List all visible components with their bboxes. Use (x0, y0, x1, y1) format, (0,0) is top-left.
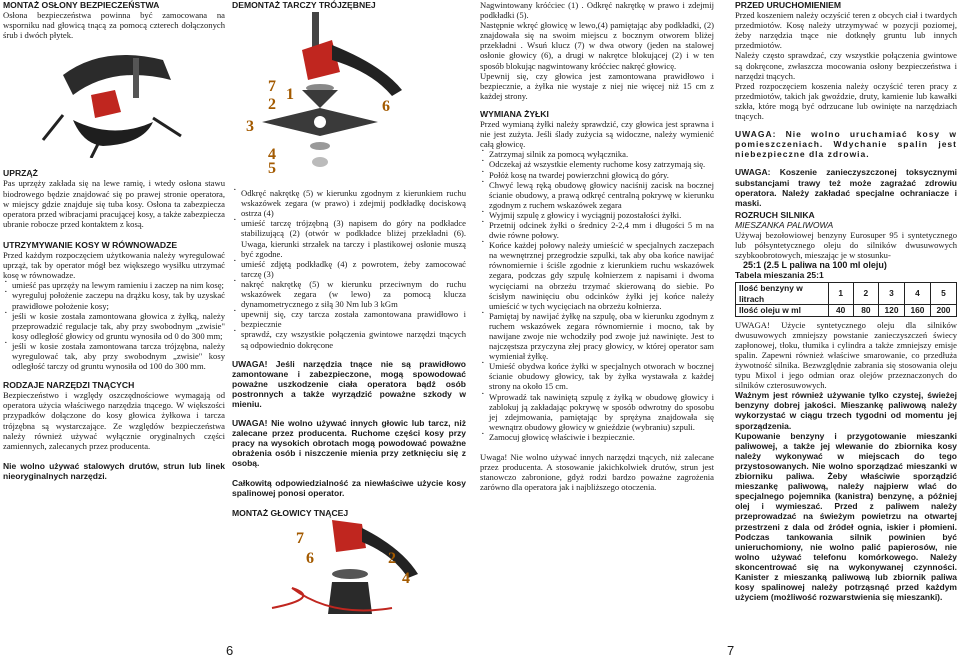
list-item: · upewnij się, czy tarcza została zamontowana prawidłowo i bezpiecznie (241, 309, 466, 329)
list-item: · Odczekaj aż wszystkie elementy ruchome kosy zatrzymają się. (489, 159, 714, 169)
heading-montaz-glowicy: MONTAŻ GŁOWICY TNĄCEJ (232, 507, 349, 518)
warning-other-heads: UWAGA! Nie wolno używać innych głowic lub tarcz, niż zalecane przez producenta. Ruchome części kosy przy pracy na wysokich obrotach mogą powodować poważne obrażenia osób i niszczenie mienia przy zetknięciu się z osobą. (232, 418, 466, 469)
column-1 (3, 0, 225, 481)
paragraph-montaz-oslony: Osłona bezpieczeństwa powinna być zamocowana na wsporniku nad głowicą tnącą za pomocą czterech dołączonych śrub i dwóch płytek. (3, 10, 225, 41)
list-item: · Zamocuj głowicę właściwie i bezpiecznie. (489, 432, 714, 442)
callout-label: 2 (388, 549, 396, 567)
list-item: · Przetnij odcinek żyłki o średnicy 2-2,4 mm i długości 5 m na dwie równe połowy. (489, 220, 714, 240)
table-cell: 160 (904, 304, 930, 316)
list-item: · Odkręć nakrętkę (5) w kierunku zgodnym z kierunkiem ruchu wskazówek zegara (w prawo) i zdejmij podkładkę dociskową ostrza (4) (241, 188, 466, 218)
paragraph-fuel-handling: Kupowanie benzyny i przygotowanie mieszanki paliwowej, a także jej wlewanie do zbiornika kosy należy wykonywać w miejscach do tego przystosowanych. Nie wolno sporządzać mieszanki w zbiorniku paliwa. Żeby właściwie sporządzić mieszankę paliwową, należy najpierw wlać do specjalnego pojemnika (kanistra) benzynę, a później olej i wymieszać. Przed z paliwem należy przeprowadzać na świeżym powietrzu na otwartej przestrzeni z dala od źródeł ognia, iskier i płomieni. Podczas tankowania silnik powinien być unieruchomiony, nie wolno palić papierosów, nie wolno używać telefonu komórkowego. Należy skoncentrować się na wykonywanej czynności. Kanister z mieszanką paliwową lub zbiornik paliwa kosy spalinowej należy potrząsnąć przed każdym użyciem (możliwość rozwarstwienia się mieszanki). (735, 430, 957, 603)
warning-wires: Nie wolno używać stalowych drutów, strun lub linek nieoryginalnych narzędzi. (3, 460, 225, 481)
table-cell: 80 (853, 304, 878, 316)
paragraph-uprzaz: Pas uprzęży zakłada się na lewe ramię, i wtedy osłona stawu biodrowego będzie znajdować się po prawej stronie operatora, w miejscy gdzie znajduje się tuba kosy. Osłona ta zabezpiecza operatora przed wibracjami pracującej kosy, a także zabezpiecza ubranie robocze przed kontaktem z kosą. (3, 178, 225, 229)
table-cell: 2 (853, 283, 878, 304)
paragraph-uruchomienie-1: Przed koszeniem należy oczyścić teren z obcych ciał i twardych przedmiotów. Kosę należy utrzymywać w pozycji poziomej, żeby narzędzia tnące nie dotknęły gruntu lub innych przedmiotów. (735, 10, 957, 51)
paragraph-uruchomienie-2: Należy często sprawdzać, czy wszystkie połączenia gwintowe są dokręcone, zwłaszcza mocowania osłony bezpieczeństwa i narzędzi tnących. (735, 50, 957, 81)
callout-label: 4 (268, 146, 276, 164)
warning-indoors: UWAGA: Nie wolno uruchamiać kosy w pomieszczeniach. Wdychanie spalin jest niebezpieczne dla zdrowia. (735, 129, 957, 160)
callout-label: 3 (246, 118, 254, 136)
mix-table (735, 282, 957, 316)
callout-label: 5 (268, 160, 276, 178)
page-number-right: 7 (727, 643, 735, 658)
list-item: · nakręć nakrętkę (5) w kierunku przeciwnym do ruchu wskazówek zegara (w lewo) za pomocą klucza dynamometrycznego z siłą 30 Nm lub 3 kGm (241, 279, 466, 309)
paragraph-utrzymywanie: Przed każdym rozpoczęciem użytkowania należy wyregulować uprząż, tak by operator mógł bez większego wysiłku utrzymać kosę w równowadze. (3, 250, 225, 281)
list-item: · umieść pas uprzęży na lewym ramieniu i zaczep na nim kosę; (12, 280, 225, 290)
paragraph-wymiana: Przed wymianą żyłki należy sprawdzić, czy głowica jest sprawna i nie jest zużyta. Jeśli ślady zużycia są widoczne, należy wymienić całą głowicę. (480, 119, 714, 150)
list-item: · Umieść obydwa końce żyłki w specjalnych otworach w bocznej ścianie obudowy głowicy, tak by żyłka wystawała z każdej strony na około 15 cm. (489, 361, 714, 391)
table-cell: 120 (879, 304, 905, 316)
list-item: · Pamiętaj by nawijać żyłkę na szpulę, oba w kierunku zgodnym z ruchem wskazówek zegara równomiernie i mocno, tak by nawijane zwoje nie wchodziły pod zwoje już nawinięte. Jest to najczęstsza przyczyna złej pracy głowicy, w której operator sam wymieniał żyłkę. (489, 311, 714, 361)
list-item: · jeśli w kosie została zamontowana głowica z żyłką, należy przeprowadzić regulacje tak, aby przy swobodnym „zwisie" kosy odległość głowicy od gruntu wynosiła od 0 do 300 mm; (12, 311, 225, 341)
heading-uruchomienie: PRZED URUCHOMIENIEM (735, 0, 841, 10)
column-3 (480, 0, 714, 492)
callout-label: 4 (402, 569, 410, 587)
heading-montaz-tarczy: DEMONTAŻ TARCZY TRÓJZĘBNEJ (232, 0, 376, 10)
figure-head-assembly (232, 518, 466, 632)
table-row (736, 283, 957, 304)
callout-label: 7 (296, 529, 304, 547)
table-cell: 5 (930, 283, 956, 304)
paragraph-rodzaje: Bezpieczeństwo i względy oszczędnościowe wymagają od operatora użycia właściwego narzędzia tnącego. W większości przypadków dołączone do kosy głowica żyłkowa i tarcza trójzębna są wystarczające. Ze względów bezpieczeństwa należy również używać wyłącznie oryginalnych części zamiennych, zalecanych przez producenta. (3, 390, 225, 451)
mix-ratio: 25:1 (2.5 L paliwa na 100 ml oleju) (743, 260, 887, 271)
heading-montaz-oslony: MONTAŻ OSŁONY BEZPIECZEŃSTWA (3, 0, 160, 10)
heading-rodzaje: RODZAJE NARZĘDZI TNĄCYCH (3, 380, 135, 391)
heading-utrzymywanie: UTRZYMYWANIE KOSY W RÓWNOWADZE (3, 239, 178, 250)
heading-uprzaz: UPRZĄŻ (3, 168, 38, 179)
list-item: · Połóż kosę na twardej powierzchni głowicą do góry. (489, 170, 714, 180)
paragraph-uwaga-olej: UWAGA! Użycie syntetycznego oleju dla silników dwusuwowych zmniejszy powstanie zanieczyszczeń świecy zapłonowej, tłoku, tłumika i cylindra a także zmniejszy emisje spalin. Zapewni również właściwe smarowanie, co przedłuża żywotność silnika. Bezwzględnie zabrania się stosowania oleju typu Mixol i jego odmian oraz olejów przeznaczonych do silników czterosuwowych. (735, 319, 957, 391)
warning-toxic: UWAGA: Koszenie zanieczyszczonej toksycznymi substancjami trawy też może zagrażać zdrowiu operatora. Należy zakładać specjalne ochraniacze i maski. (735, 167, 957, 208)
heading-mieszanka: MIESZANKA PALIWOWA (735, 219, 834, 230)
list-item: · Końce każdej połowy należy umieścić w specjalnych zaczepach na wewnętrznej przegrodzie szpulki, tak aby oba końce nawijać równomiernie i ściśle zgodnie z kierunkiem ruchu wskazówek zegara, podczas gdy szpulę kołnierzem z napisami i dwoma wycięciami na obrzeżu trzymać skierowaną do siebie. Po ścisłym nawinięciu obu odcinków żyłki jej końce należy umieścić w tych wycięciach na obrzeżu kołnierza. (489, 240, 714, 311)
paragraph-head-top: Nagwintowany króćciec (1) . Odkręć nakrętkę w prawo i zdejmij podkładki (5). (480, 0, 714, 21)
list-item: · sprawdź, czy wszystkie połączenia gwintowe narzędzi tnących są odpowiednio dokręcone (241, 329, 466, 349)
list-item: · Wprowadź tak nawiniętą szpulę z żyłką w obudowę głowicy i zablokuj ją zakładając pokrywę w sposób odwrotny do sposobu jej zdejmowania, pamiętając by sprężyna znajdowała się wewnątrz obudowy głowicy w gnieździe (wybraniu) szpuli. (489, 392, 714, 432)
table-title: Tabela mieszania 25:1 (735, 270, 824, 281)
list-item: · Wyjmij szpulę z głowicy i wyciągnij pozostałości żyłki. (489, 210, 714, 220)
list-item: · umieść tarczę trójzębną (3) napisem do góry na podkładce stabilizującą (2) (otwór w podkładce bliżej przekładni (6). Uwaga, kierunki strzałek na tarczy i plastikowej osłonie muszą być zgodne. (241, 218, 466, 258)
list-item: · Zatrzymaj silnik za pomocą wyłącznika. (489, 149, 714, 159)
paragraph-uruchomienie-3: Przed rozpoczęciem koszenia należy oczyścić teren pracy z przedmiotów, takich jak gwoździe, druty, kamienie lub kawałki szkła, które mogą być odrzucane lub owinięte na narzędziach tnących. (735, 80, 957, 122)
list-item: · jeśli w kosie została zamontowana tarcza trójzębna, należy wyregulować tak, aby przy swobodnym „zwisie" kosy odległość tarczy od gruntu wynosiła od 100 do 300 mm. (12, 341, 225, 371)
guard-illustration (3, 40, 225, 158)
table-cell: 4 (904, 283, 930, 304)
table-cell: Ilość benzyny w litrach (736, 283, 829, 304)
table-cell: 1 (828, 283, 853, 304)
heading-rozruch: ROZRUCH SILNIKA (735, 209, 815, 220)
line-replacement-list (480, 149, 714, 442)
callout-label: 2 (268, 96, 276, 114)
paragraph-head-mount: Następnie wkręć głowicę w lewo,(4) pamiętając aby podkładki, (2) znajdowała się na swoim miejscu z bocznym otworem bliżej przekładni . Wsuń klucz (7) w dwa otwory (jeden na stalowej osłonie głowicy (6), a drugi w nakrętce blokującej (2) i w ten sposób blokując nagwintowany króćciec nakręć głowicę. (480, 20, 714, 71)
list-item: · wyreguluj położenie zaczepu na drążku kosy, tak by uzyskać prawidłowe położenie kosy; (12, 290, 225, 310)
callout-label: 1 (286, 86, 294, 104)
table-row (736, 304, 957, 316)
list-item: · umieść zdjętą podkładkę (4) z powrotem, żeby zamocować tarczę (3) (241, 259, 466, 279)
figure-blade-assembly (232, 10, 466, 178)
heading-wymiana: WYMIANA ŻYŁKI (480, 108, 549, 119)
page-number-left: 6 (226, 643, 234, 658)
table-cell: 200 (930, 304, 956, 316)
figure-guard (3, 40, 225, 158)
warning-tools: Uwaga! Nie wolno używać innych narzędzi tnących, niż zalecane przez producenta. A stosowanie jakichkolwiek drutów, strun jest stanowczo zabronione, gdyż rodzi bardzo poważne zagrożenia zarówno dla operatora jak i najbliższego otoczenia. (480, 452, 714, 493)
paragraph-mieszanka: Używaj bezołowiowej benzyny Eurosuper 95 i syntetycznego lub półsyntetycznego oleju do silników dwusuwowych szybkoobrotowych, mieszając je w stosunku- (735, 229, 957, 261)
callout-label: 6 (306, 549, 314, 567)
column-2 (232, 0, 466, 632)
warning-mounting: UWAGA! Jeśli narzędzia tnące nie są prawidłowo zamontowane i zabezpieczone, mogą spowodować poważne uszkodzenie ciała operatora bądź osób postronnych a także wyrządzić poważne szkody w mieniu. (232, 358, 466, 409)
table-cell: 3 (879, 283, 905, 304)
callout-label: 6 (382, 98, 390, 116)
callout-label: 7 (268, 78, 276, 96)
list-item: · Chwyć lewą ręką obudowę głowicy naciśnij zacisk na bocznej ścianie obudowy, a prawą odkręć centralną pokrywę w kierunku zgodnym z ruchem wskazówek zegara (489, 180, 714, 210)
head-illustration (232, 518, 466, 632)
paragraph-fuel-quality: Ważnym jest również używanie tylko czystej, świeżej benzyny dobrej jakości. Mieszankę paliwową należy wykorzystać w ciągu trzech tygodni od momentu jej sporządzenia. (735, 390, 957, 431)
warning-responsibility: Całkowitą odpowiedzialność za niewłaściwe użycie kosy spalinowej ponosi operator. (232, 477, 466, 498)
paragraph-head-check: Upewnij się, czy głowica jest zamontowana prawidłowo i bezpiecznie, a żyłka nie wystaje z niej nie więcej niż 15 cm z każdej strony. (480, 70, 714, 101)
column-4 (735, 0, 957, 602)
table-cell: 40 (828, 304, 853, 316)
balance-steps-list (3, 280, 225, 371)
blade-steps-list (232, 188, 466, 350)
table-cell: Ilość oleju w ml (736, 304, 829, 316)
